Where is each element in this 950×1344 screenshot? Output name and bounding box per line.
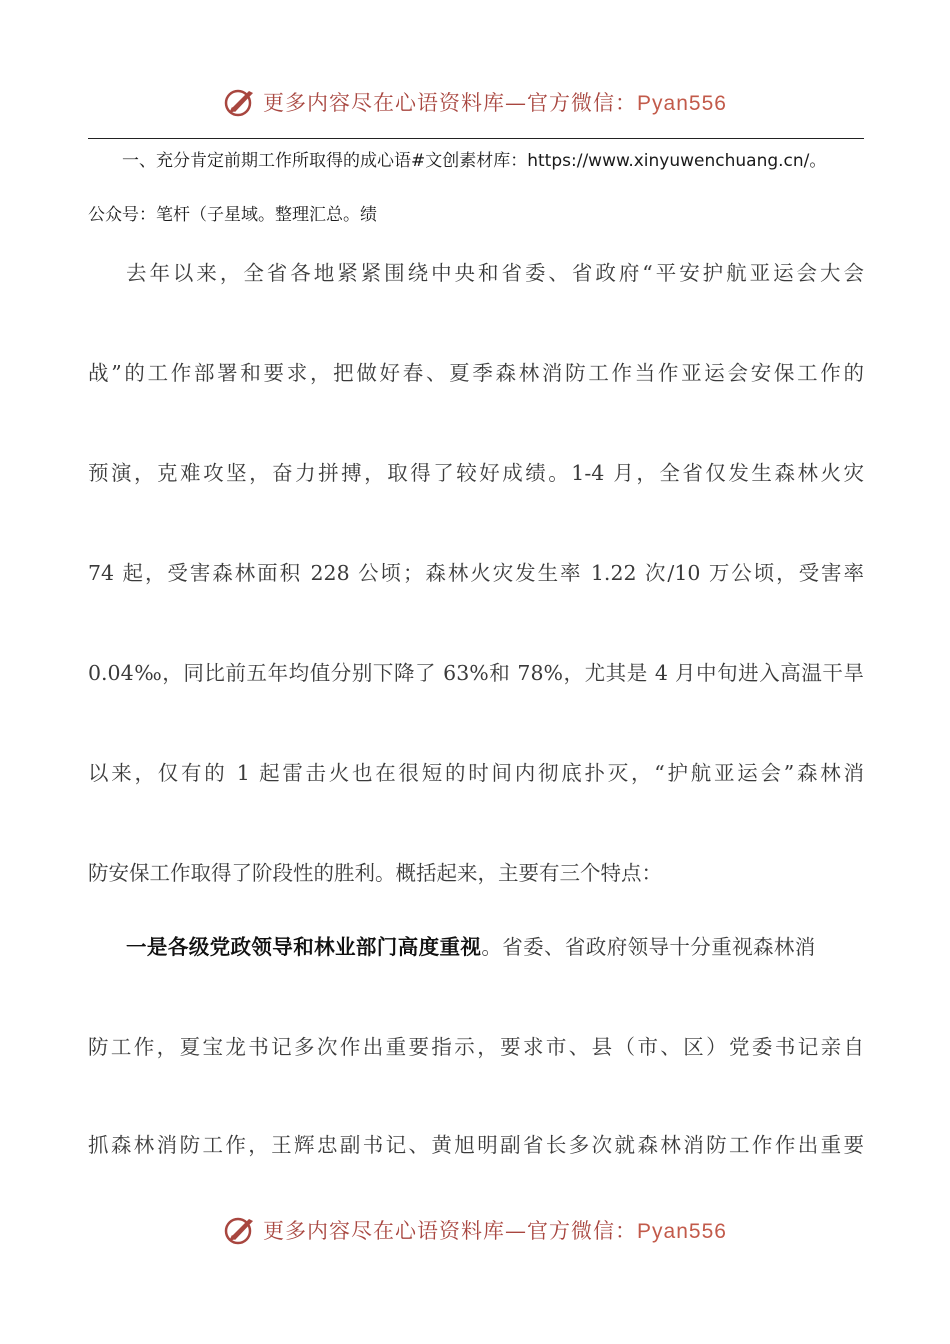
header-dash: — xyxy=(505,91,528,115)
body-line-4: 74 起，受害森林面积 228 公顷；森林火灾发生率 1.22 次/10 万公顷，受害率 xyxy=(88,561,864,585)
point-one-lead: 一是各级党政领导和林业部门高度重视 xyxy=(126,935,482,959)
body-line-7: 防安保工作取得了阶段性的胜利。概括起来，主要有三个特点： xyxy=(88,861,662,885)
header-banner xyxy=(0,82,950,122)
body-line-3: 预演，克难攻坚，奋力拼搏，取得了较好成绩。1-4 月，全省仅发生森林火灾 xyxy=(88,461,864,485)
point-one-rest: 。省委、省政府领导十分重视森林消 xyxy=(481,935,816,959)
heading-line-2: 公众号：笔杆（子星域。整理汇总。绩 xyxy=(88,205,377,225)
point-line-2: 防工作，夏宝龙书记多次作出重要指示，要求市、县（市、区）党委书记亲自 xyxy=(88,1035,864,1059)
body-line-6: 以来，仅有的 1 起雷击火也在很短的时间内彻底扑灭，“护航亚运会”森林消 xyxy=(88,761,864,785)
pen-logo-icon xyxy=(223,1213,257,1247)
point-one-line xyxy=(126,930,864,960)
footer-banner-text xyxy=(263,1215,727,1245)
footer-wechat-id: Pyan556 xyxy=(637,1220,727,1243)
header-rule xyxy=(88,138,864,139)
header-wechat-label: 官方微信： xyxy=(527,91,638,115)
body-line-1: 去年以来，全省各地紧紧围绕中央和省委、省政府“平安护航亚运会大会 xyxy=(126,261,864,285)
footer-wechat-label: 官方微信： xyxy=(527,1219,638,1243)
header-brand: 更多内容尽在心语资料库 xyxy=(263,91,506,115)
header-wechat-id: Pyan556 xyxy=(637,92,727,115)
header-banner-text xyxy=(263,87,727,117)
footer-banner xyxy=(0,1210,950,1250)
pen-logo-icon xyxy=(223,85,257,119)
footer-dash: — xyxy=(505,1219,528,1243)
heading-line-1: 一、充分肯定前期工作所取得的成心语#文创素材库：https://www.xinyuwenchuang.cn/。 xyxy=(122,151,827,171)
body-line-2: 战”的工作部署和要求，把做好春、夏季森林消防工作当作亚运会安保工作的 xyxy=(88,361,864,385)
footer-brand: 更多内容尽在心语资料库 xyxy=(263,1219,506,1243)
body-line-5: 0.04‰，同比前五年均值分别下降了 63%和 78%，尤其是 4 月中旬进入高温干旱 xyxy=(88,661,864,685)
point-line-3: 抓森林消防工作，王辉忠副书记、黄旭明副省长多次就森林消防工作作出重要 xyxy=(88,1133,864,1157)
